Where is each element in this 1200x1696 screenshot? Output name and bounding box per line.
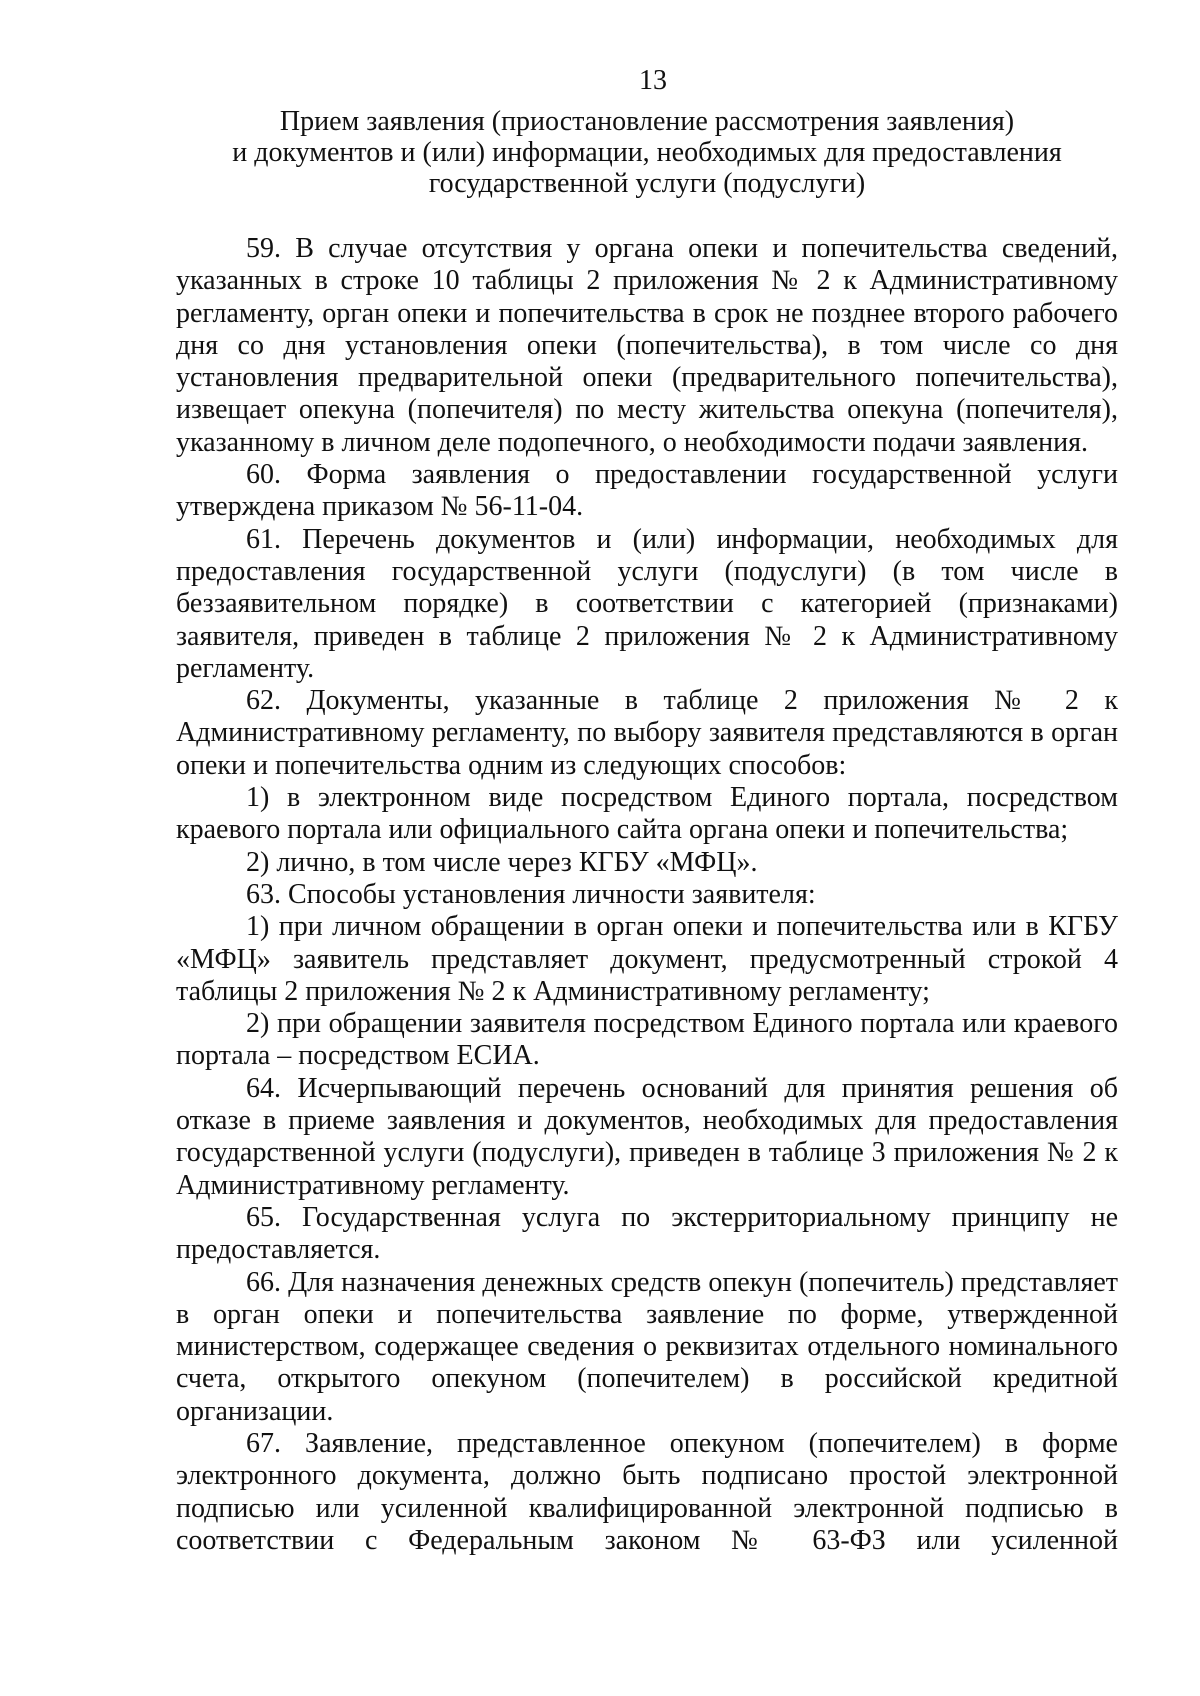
- paragraph-65: 65. Государственная услуга по экстерриториальному принципу не предоставляется.: [176, 1201, 1118, 1266]
- section-heading-line: и документов и (или) информации, необходимых для предоставления: [232, 137, 1062, 168]
- paragraph-60: 60. Форма заявления о предоставлении государственной услуги утверждена приказом № 56-11-04.: [176, 459, 1118, 523]
- paragraph-59: 59. В случае отсутствия у органа опеки и попечительства сведений, указанных в строке 10 таблицы 2 приложения № 2 к Административному регламенту, орган опеки и попечительства в срок не позднее второго рабочего дня со дня установления опеки (попечительства), в том числе со дня установления предварительной опеки (предварительного попечительства), извещает опекуна (попечителя) по месту жительства опекуна (попечителя), указанному в личном деле подопечного, о необходимости подачи заявления.: [176, 233, 1118, 458]
- section-heading-line: государственной услуги (подуслуги): [428, 168, 866, 199]
- paragraph-66: 66. Для назначения денежных средств опекун (попечитель) представляет в орган опеки и попечительства заявление по форме, утвержденной министерством, содержащее сведения о реквизитах отдельного номинального счета, открытого опекуном (попечителем) в российской кредитной организации.: [176, 1266, 1118, 1427]
- page-number: 13: [639, 65, 667, 96]
- paragraph-63-item-1: 1) при личном обращении в орган опеки и попечительства или в КГБУ «МФЦ» заявитель представляет документ, предусмотренный строкой 4 таблицы 2 приложения № 2 к Административному регламенту;: [176, 911, 1118, 1007]
- section-heading-line: Прием заявления (приостановление рассмотрения заявления): [279, 106, 1015, 137]
- paragraph-63: 63. Способы установления личности заявителя:: [246, 878, 816, 910]
- document-page: [176, 64, 1118, 1557]
- paragraph-67: 67. Заявление, представленное опекуном (попечителем) в форме электронного документа, должно быть подписано простой электронной подписью или усиленной квалифицированной электронной подписью в соответствии с Федеральным законом № 63-ФЗ или усиленной: [176, 1427, 1118, 1556]
- paragraph-62-item-1: 1) в электронном виде посредством Единого портала, посредством краевого портала или официального сайта органа опеки и попечительства;: [176, 782, 1118, 846]
- paragraph-61: 61. Перечень документов и (или) информации, необходимых для предоставления государственной услуги (подуслуги) (в том числе в беззаявительном порядке) в соответствии с категорией (признаками) заявителя, приведен в таблице 2 приложения № 2 к Административному регламенту.: [176, 523, 1118, 684]
- paragraph-63-item-2: 2) при обращении заявителя посредством Единого портала или краевого портала – посредством ЕСИА.: [176, 1008, 1118, 1072]
- section-heading: [176, 106, 1118, 199]
- paragraph-62: 62. Документы, указанные в таблице 2 приложения № 2 к Административному регламенту, по выбору заявителя представляются в орган опеки и попечительства одним из следующих способов:: [176, 685, 1118, 781]
- paragraph-64: 64. Исчерпывающий перечень оснований для принятия решения об отказе в приеме заявления и документов, необходимых для предоставления государственной услуги (подуслуги), приведен в таблице 3 приложения № 2 к Административному регламенту.: [176, 1072, 1118, 1201]
- paragraph-62-item-2: 2) лично, в том числе через КГБУ «МФЦ».: [246, 846, 758, 878]
